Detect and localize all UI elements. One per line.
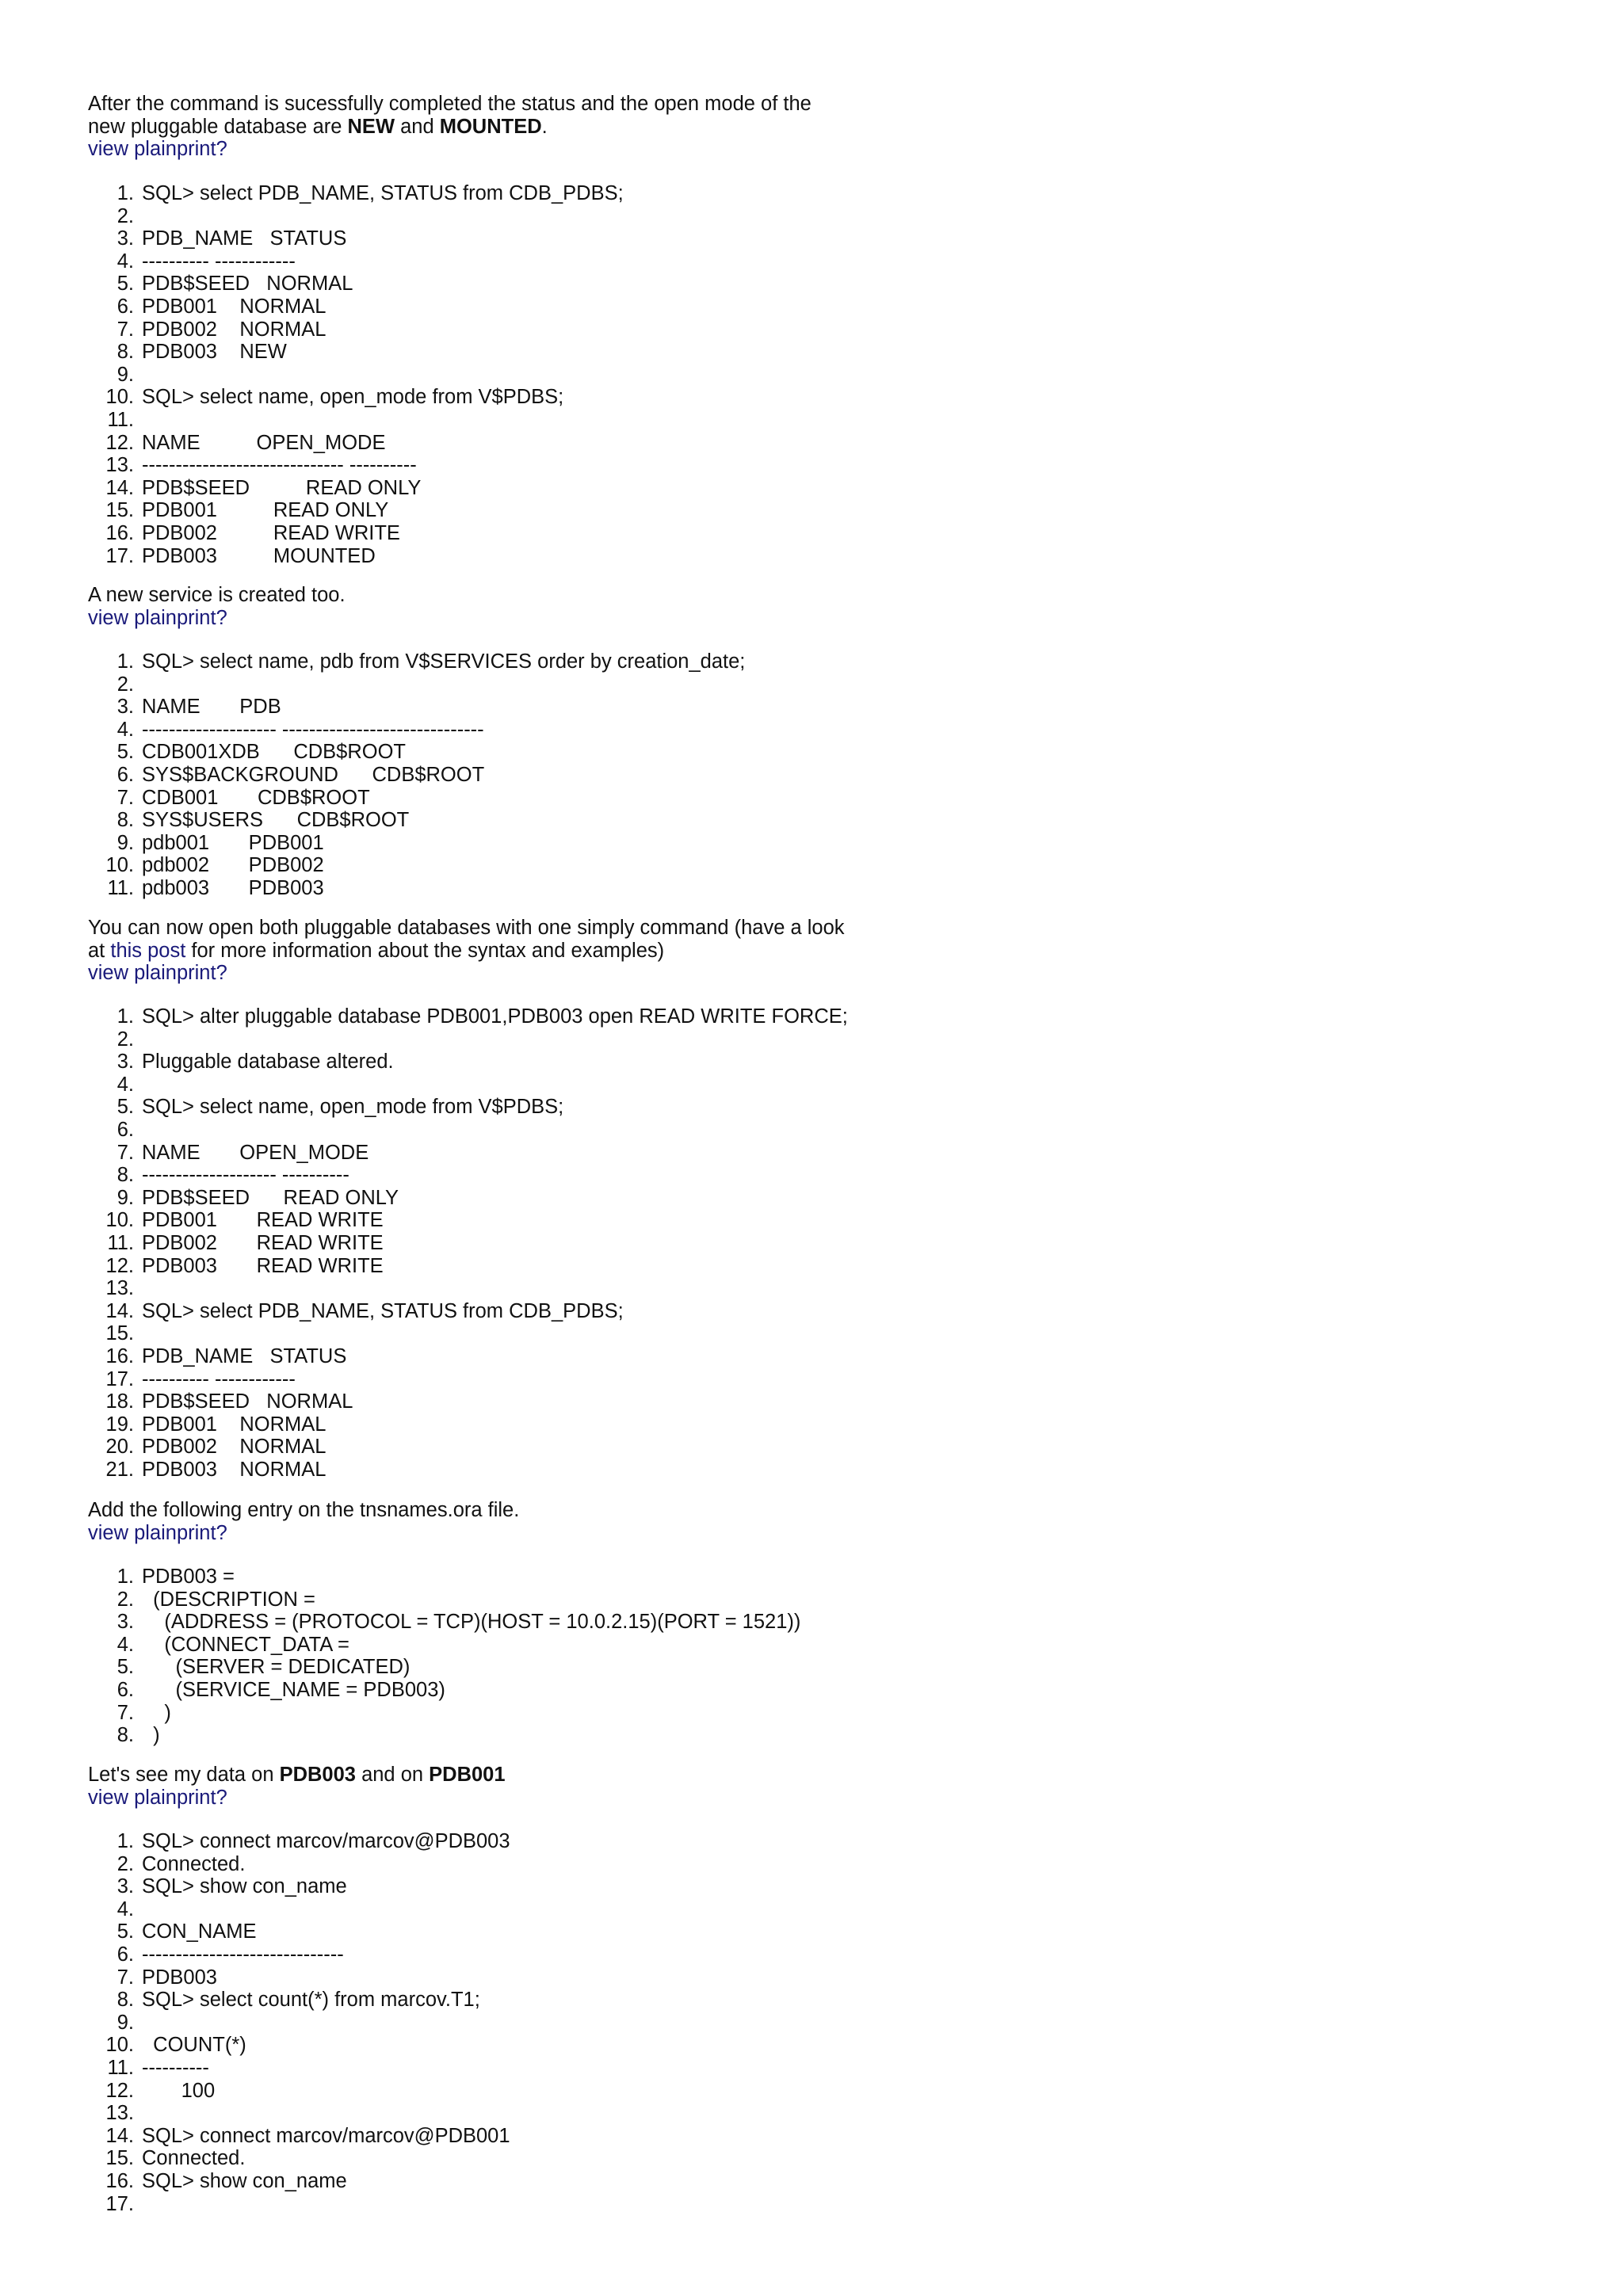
code-text: ------------------------------ ---------- [142, 454, 417, 477]
code-line [88, 1277, 1118, 1300]
code-line [88, 499, 1118, 522]
line-number: 15. [105, 499, 134, 522]
paragraph-text: . [541, 115, 548, 138]
line-number: 8. [116, 1724, 134, 1747]
code-listing-pdb-status [88, 182, 1118, 567]
code-text: PDB002 NORMAL [142, 1436, 327, 1459]
line-number: 6. [116, 295, 134, 318]
line-number: 6. [116, 1118, 134, 1141]
line-number: 13. [105, 2102, 134, 2125]
code-line [88, 650, 1118, 673]
code-line [88, 1209, 1118, 1232]
paragraph-text: Add the following entry on the tnsnames.ora file. [88, 1499, 520, 1521]
code-line [88, 809, 1118, 832]
line-number: 13. [105, 1277, 134, 1300]
code-text: NAME OPEN_MODE [142, 431, 386, 454]
code-line [88, 719, 1118, 742]
code-line [88, 673, 1118, 696]
code-line [88, 1589, 1118, 1611]
line-number: 7. [116, 1701, 134, 1724]
paragraph-text: After the command is sucessfully completed the status and the open mode of the new pluggable database are [88, 93, 812, 138]
code-line [88, 409, 1118, 432]
code-line [88, 1943, 1118, 1966]
code-line [88, 1656, 1118, 1679]
code-line [88, 854, 1118, 877]
code-line [88, 1898, 1118, 1921]
code-text: PDB$SEED NORMAL [142, 273, 353, 296]
code-line [88, 182, 1118, 205]
code-text: ) [142, 1701, 171, 1724]
paragraph-text: and [395, 115, 440, 138]
code-line [88, 877, 1118, 900]
line-number: 9. [116, 2011, 134, 2034]
code-text: ) [142, 1724, 160, 1747]
code-text: SQL> select name, pdb from V$SERVICES order by creation_date; [142, 650, 746, 673]
code-line [88, 1634, 1118, 1657]
code-text: PDB_NAME STATUS [142, 227, 347, 250]
code-line [88, 2125, 1118, 2148]
code-line [88, 1005, 1118, 1028]
code-line [88, 522, 1118, 545]
code-line [88, 1164, 1118, 1187]
code-text: PDB001 READ WRITE [142, 1209, 384, 1232]
code-text: ---------- ------------ [142, 1367, 296, 1390]
line-number: 6. [116, 1678, 134, 1701]
line-number: 2. [116, 1028, 134, 1051]
code-line [88, 1051, 1118, 1074]
line-number: 5. [116, 741, 134, 764]
paragraph-text: and on [355, 1764, 430, 1786]
line-number: 12. [105, 2079, 134, 2102]
code-line [88, 1853, 1118, 1876]
line-number: 11. [107, 1231, 134, 1254]
code-line [88, 250, 1118, 273]
line-number: 3. [116, 696, 134, 719]
code-line [88, 432, 1118, 455]
line-number: 2. [116, 673, 134, 696]
line-number: 11. [107, 2056, 134, 2079]
code-text: PDB002 READ WRITE [142, 521, 400, 544]
code-line [88, 1142, 1118, 1165]
view-plainprint-link[interactable]: view plainprint? [88, 1522, 227, 1544]
code-text: NAME OPEN_MODE [142, 1141, 369, 1164]
code-line [88, 1232, 1118, 1255]
code-text: SQL> select name, open_mode from V$PDBS; [142, 1096, 564, 1119]
line-number: 11. [107, 876, 134, 899]
code-line [88, 1436, 1118, 1459]
line-number: 2. [116, 204, 134, 227]
code-text: SYS$BACKGROUND CDB$ROOT [142, 763, 485, 786]
line-number: 11. [107, 408, 134, 431]
code-text: PDB001 READ ONLY [142, 499, 389, 522]
code-text: SQL> alter pluggable database PDB001,PDB003 open READ WRITE FORCE; [142, 1005, 848, 1028]
code-text: (ADDRESS = (PROTOCOL = TCP)(HOST = 10.0.2.15)(PORT = 1521)) [142, 1611, 801, 1634]
line-number: 7. [116, 786, 134, 809]
code-line [88, 1830, 1118, 1853]
line-number: 1. [116, 650, 134, 673]
line-number: 14. [105, 1299, 134, 1322]
paragraph-new-mounted [88, 93, 849, 138]
line-number: 9. [116, 363, 134, 386]
code-listing-services [88, 650, 1118, 900]
code-line [88, 273, 1118, 296]
paragraph-see-data [88, 1764, 849, 1787]
code-text: ---------- [142, 2056, 209, 2079]
line-number: 14. [105, 2124, 134, 2147]
line-number: 5. [116, 1920, 134, 1943]
code-text: PDB_NAME STATUS [142, 1344, 347, 1367]
code-text: (SERVICE_NAME = PDB003) [142, 1678, 445, 1701]
line-number: 2. [116, 1588, 134, 1611]
code-line [88, 1119, 1118, 1142]
paragraph-text: Let's see my data on [88, 1764, 280, 1786]
code-line [88, 227, 1118, 250]
code-text: PDB002 READ WRITE [142, 1231, 384, 1254]
view-plainprint-link[interactable]: view plainprint? [88, 607, 227, 629]
line-number: 1. [116, 1005, 134, 1028]
line-number: 3. [116, 227, 134, 250]
code-text: COUNT(*) [142, 2034, 246, 2057]
code-text: Connected. [142, 1852, 246, 1875]
code-text: SQL> connect marcov/marcov@PDB001 [142, 2124, 510, 2147]
code-line [88, 1300, 1118, 1323]
code-line [88, 1390, 1118, 1413]
code-text: SQL> select PDB_NAME, STATUS from CDB_PDBS; [142, 182, 624, 204]
code-line [88, 2147, 1118, 2170]
code-text: ---------- ------------ [142, 250, 296, 273]
bold-text: MOUNTED [439, 115, 542, 138]
line-number: 13. [105, 454, 134, 477]
line-number: 4. [116, 718, 134, 741]
line-number: 3. [116, 1875, 134, 1898]
line-number: 7. [116, 318, 134, 341]
code-line [88, 1074, 1118, 1097]
bold-text: PDB001 [429, 1764, 506, 1786]
code-text: -------------------- ---------- [142, 1164, 349, 1187]
paragraph-new-service [88, 584, 849, 607]
code-text: SQL> show con_name [142, 2169, 347, 2192]
line-number: 6. [116, 763, 134, 786]
view-plainprint-link[interactable]: view plainprint? [88, 1787, 227, 1809]
line-number: 12. [105, 431, 134, 454]
line-number: 16. [105, 521, 134, 544]
bold-text: PDB003 [279, 1764, 356, 1786]
code-text: Connected. [142, 2147, 246, 2170]
code-line [88, 1566, 1118, 1589]
code-listing-tnsnames [88, 1566, 1118, 1747]
line-number: 10. [105, 854, 134, 877]
code-line [88, 2057, 1118, 2080]
code-line [88, 1875, 1118, 1898]
code-text: PDB003 NEW [142, 341, 287, 364]
code-text: SQL> show con_name [142, 1875, 347, 1898]
line-number: 8. [116, 1989, 134, 2012]
paragraph-text: You can now open both pluggable databases with one simply command (have a look at [88, 917, 845, 962]
code-text: pdb003 PDB003 [142, 876, 324, 899]
code-line [88, 1322, 1118, 1345]
code-line [88, 318, 1118, 341]
code-line [88, 2034, 1118, 2057]
paragraph-tnsnames [88, 1499, 849, 1522]
code-line [88, 1989, 1118, 2012]
code-text: pdb001 PDB001 [142, 831, 324, 854]
code-text: PDB003 READ WRITE [142, 1254, 384, 1277]
code-line [88, 1413, 1118, 1436]
code-text: ------------------------------ [142, 1943, 344, 1966]
line-number: 8. [116, 1164, 134, 1187]
code-line [88, 1611, 1118, 1634]
code-text: SQL> select count(*) from marcov.T1; [142, 1989, 480, 2012]
line-number: 7. [116, 1966, 134, 1989]
code-line [88, 696, 1118, 719]
code-line [88, 477, 1118, 500]
line-number: 9. [116, 1186, 134, 1209]
code-text: SYS$USERS CDB$ROOT [142, 809, 410, 832]
code-line [88, 2102, 1118, 2125]
code-text: PDB003 MOUNTED [142, 544, 376, 567]
code-text: PDB003 [142, 1966, 217, 1989]
bold-text: NEW [347, 115, 395, 138]
line-number: 15. [105, 1322, 134, 1345]
code-text: SQL> select name, open_mode from V$PDBS; [142, 386, 564, 409]
code-line [88, 787, 1118, 810]
code-listing-connect [88, 1830, 1118, 2215]
code-text: (SERVER = DEDICATED) [142, 1656, 411, 1679]
line-number: 15. [105, 2147, 134, 2170]
code-text: PDB003 NORMAL [142, 1458, 327, 1481]
code-text: -------------------- ------------------------------ [142, 718, 484, 741]
code-line [88, 1724, 1118, 1747]
code-text: PDB001 NORMAL [142, 295, 327, 318]
code-line [88, 1028, 1118, 1051]
view-plainprint-link[interactable]: view plainprint? [88, 138, 227, 160]
line-number: 4. [116, 1897, 134, 1920]
code-text: CDB001XDB CDB$ROOT [142, 741, 407, 764]
code-line [88, 341, 1118, 364]
line-number: 8. [116, 341, 134, 364]
line-number: 5. [116, 1096, 134, 1119]
code-text: pdb002 PDB002 [142, 854, 324, 877]
code-line [88, 454, 1118, 477]
code-line [88, 364, 1118, 387]
code-line [88, 832, 1118, 855]
code-line [88, 545, 1118, 568]
paragraph-text: A new service is created too. [88, 584, 346, 606]
code-line [88, 741, 1118, 764]
line-number: 5. [116, 273, 134, 296]
line-number: 16. [105, 1344, 134, 1367]
line-number: 17. [105, 1367, 134, 1390]
code-line [88, 2193, 1118, 2216]
code-text: CON_NAME [142, 1920, 257, 1943]
code-line [88, 2080, 1118, 2103]
line-number: 20. [105, 1436, 134, 1459]
line-number: 1. [116, 1830, 134, 1852]
code-text: (DESCRIPTION = [142, 1588, 315, 1611]
line-number: 12. [105, 1254, 134, 1277]
code-line [88, 1679, 1118, 1702]
code-text: PDB001 NORMAL [142, 1413, 327, 1436]
line-number: 3. [116, 1051, 134, 1074]
code-line [88, 205, 1118, 228]
code-line [88, 2170, 1118, 2193]
line-number: 1. [116, 182, 134, 204]
line-number: 8. [116, 809, 134, 832]
code-line [88, 1345, 1118, 1368]
line-number: 6. [116, 1943, 134, 1966]
line-number: 2. [116, 1852, 134, 1875]
code-text: PDB002 NORMAL [142, 318, 327, 341]
line-number: 4. [116, 1633, 134, 1656]
code-text: (CONNECT_DATA = [142, 1633, 349, 1656]
code-text: SQL> connect marcov/marcov@PDB003 [142, 1830, 510, 1852]
code-line [88, 1920, 1118, 1943]
code-text: CDB001 CDB$ROOT [142, 786, 370, 809]
line-number: 5. [116, 1656, 134, 1679]
code-line [88, 1368, 1118, 1391]
code-line [88, 764, 1118, 787]
code-line [88, 296, 1118, 318]
line-number: 9. [116, 831, 134, 854]
code-listing-alter-open [88, 1005, 1118, 1481]
line-number: 18. [105, 1390, 134, 1413]
line-number: 17. [105, 2192, 134, 2215]
code-line [88, 1187, 1118, 1210]
line-number: 16. [105, 2169, 134, 2192]
code-line [88, 1459, 1118, 1482]
code-line [88, 1966, 1118, 1989]
paragraph-open-databases [88, 917, 849, 962]
paragraph-text: for more information about the syntax and examples) [185, 939, 665, 962]
code-text: PDB$SEED READ ONLY [142, 1186, 399, 1209]
line-number: 10. [105, 2034, 134, 2057]
code-text: PDB$SEED NORMAL [142, 1390, 353, 1413]
code-text: PDB003 = [142, 1566, 235, 1588]
line-number: 21. [105, 1458, 134, 1481]
code-text: 100 [142, 2079, 216, 2102]
line-number: 10. [105, 386, 134, 409]
line-number: 3. [116, 1611, 134, 1634]
code-line [88, 1255, 1118, 1278]
line-number: 4. [116, 1073, 134, 1096]
line-number: 7. [116, 1141, 134, 1164]
line-number: 10. [105, 1209, 134, 1232]
line-number: 14. [105, 476, 134, 499]
code-text: Pluggable database altered. [142, 1051, 394, 1074]
code-line [88, 2012, 1118, 2035]
line-number: 19. [105, 1413, 134, 1436]
line-number: 1. [116, 1566, 134, 1588]
code-text: SQL> select PDB_NAME, STATUS from CDB_PDBS; [142, 1299, 624, 1322]
line-number: 4. [116, 250, 134, 273]
code-line [88, 1702, 1118, 1725]
line-number: 17. [105, 544, 134, 567]
this-post-link[interactable]: this post [110, 939, 186, 962]
view-plainprint-link[interactable]: view plainprint? [88, 962, 227, 984]
code-line [88, 1096, 1118, 1119]
code-line [88, 386, 1118, 409]
code-text: PDB$SEED READ ONLY [142, 476, 422, 499]
code-text: NAME PDB [142, 696, 281, 719]
